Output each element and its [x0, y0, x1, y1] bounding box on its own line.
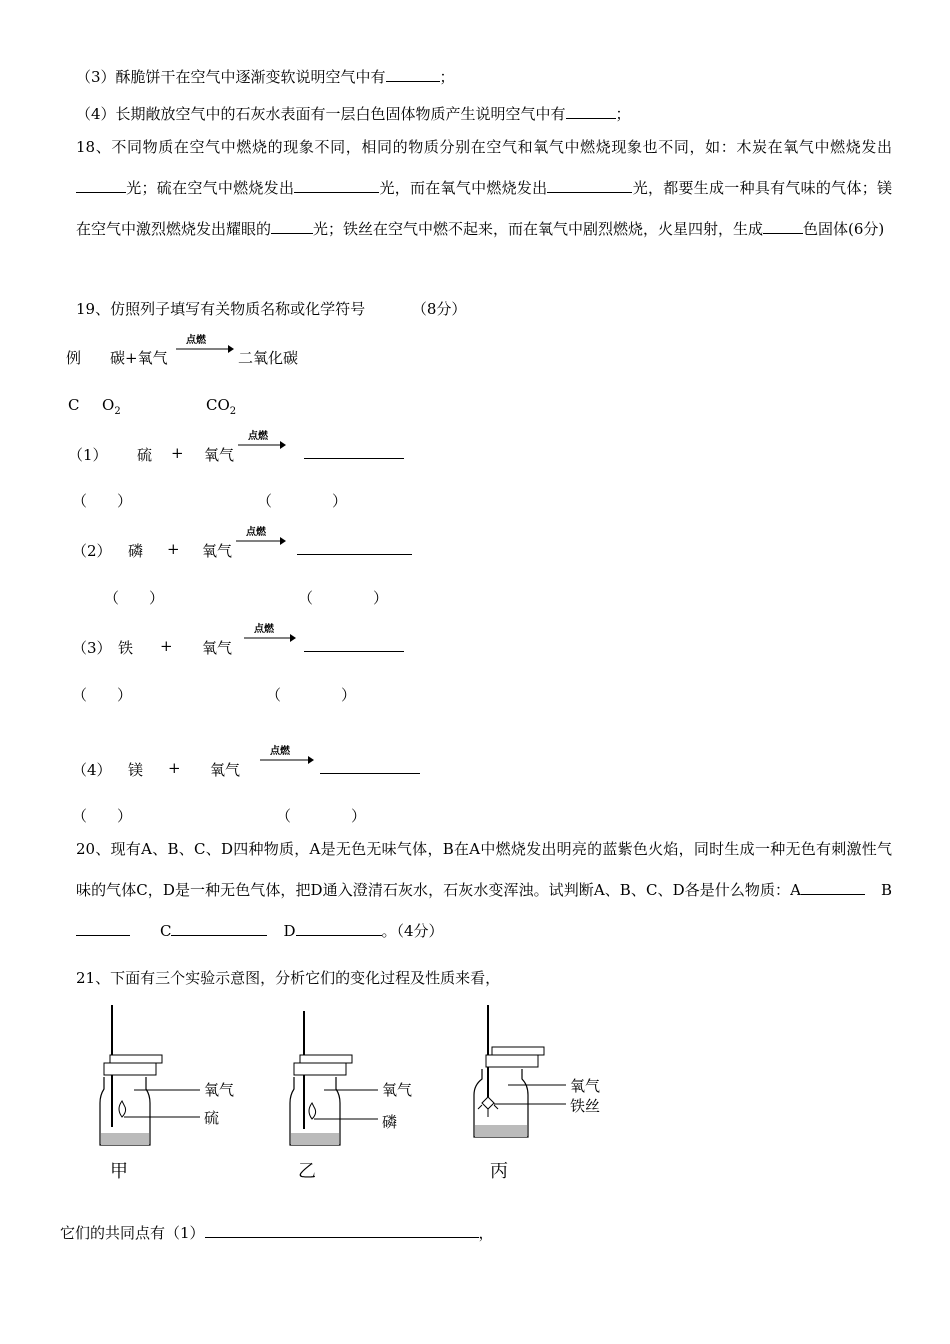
- q20-label-c: C: [160, 922, 172, 940]
- q20-end: 。（4分）: [381, 922, 444, 940]
- item-3-paren-left[interactable]: （ ）: [72, 686, 133, 704]
- item-4-paren-left[interactable]: （ ）: [72, 807, 133, 825]
- symbol-o: O: [102, 396, 115, 414]
- q17-item4: [76, 103, 631, 124]
- q19-score: （8分）: [411, 300, 467, 318]
- answer-blank[interactable]: [205, 1223, 479, 1238]
- arrow-condition: 点燃: [270, 746, 290, 757]
- item-1-oxygen: 氧气: [204, 446, 235, 464]
- product-blank[interactable]: [297, 540, 412, 555]
- item-3-num: （3）: [72, 639, 112, 657]
- q19-title-text: 19、仿照列子填写有关物质名称或化学符号: [76, 300, 366, 318]
- item-4-oxygen: 氧气: [210, 761, 241, 779]
- arrow-condition: 点燃: [246, 527, 266, 538]
- jar-iron-caption: 丙: [490, 1161, 508, 1182]
- q18-text-6: 色固体(6分): [803, 220, 885, 238]
- item-2-num: （2）: [72, 542, 112, 560]
- item-1-plus: +: [171, 444, 184, 462]
- answer-blank-b[interactable]: [76, 921, 130, 936]
- product-blank[interactable]: [320, 759, 420, 774]
- q20-label-d: D: [283, 922, 296, 940]
- symbol-o2: [102, 396, 121, 417]
- arrow-condition: 点燃: [248, 431, 268, 442]
- q20-paragraph: [76, 829, 892, 952]
- example-right: 二氧化碳: [238, 349, 299, 367]
- answer-blank-d[interactable]: [296, 921, 382, 936]
- arrow-condition: 点燃: [186, 335, 206, 346]
- q18-paragraph: [76, 127, 892, 250]
- reaction-arrow: [242, 621, 296, 647]
- jar-iron-gas: 氧气: [570, 1077, 601, 1095]
- item-2-reactant: 磷: [128, 542, 144, 560]
- q20-label-b: B: [880, 881, 892, 899]
- q17-item3: [76, 66, 455, 87]
- answer-blank[interactable]: [566, 104, 616, 119]
- q18-text-2: 光；硫在空气中燃烧发出: [126, 179, 295, 197]
- product-blank[interactable]: [304, 444, 404, 459]
- jar-phosphorus-caption: 乙: [298, 1161, 316, 1182]
- item-3-reactant: 铁: [118, 639, 134, 657]
- q17-item4-text: （4）长期敞放空气中的石灰水表面有一层白色固体物质产生说明空气中有: [76, 105, 566, 123]
- item-2-plus: +: [167, 540, 180, 558]
- symbol-c: C: [68, 396, 80, 414]
- symbol-co: CO: [206, 396, 230, 414]
- q18-text-5: 光；铁丝在空气中燃不起来，而在氧气中剧烈燃烧，火星四射，生成: [313, 220, 764, 238]
- reaction-arrow: [236, 428, 286, 454]
- q21-common: [60, 1222, 494, 1243]
- answer-blank[interactable]: [763, 219, 803, 234]
- answer-blank-a[interactable]: [801, 880, 865, 895]
- q20-text: 20、现有A、B、C、D四种物质，A是无色无味气体，B在A中燃烧发出明亮的蓝紫色火焰，同时生成一种无色有刺激性气味的气体C，D是一种无色气体，把D通入澄清石灰水，石灰水变浑浊。试判断A、B、C、D各是什么物质：A: [76, 840, 892, 899]
- example-label: 例: [66, 349, 82, 367]
- symbol-co-sub: 2: [229, 406, 237, 417]
- reaction-arrow: [258, 743, 314, 769]
- answer-blank[interactable]: [271, 219, 313, 234]
- reaction-arrow: [234, 524, 286, 550]
- jar-phosphorus-substance: 磷: [382, 1113, 398, 1131]
- item-3-oxygen: 氧气: [202, 639, 233, 657]
- symbol-o-sub: 2: [114, 406, 121, 417]
- q21-common-text: 它们的共同点有（1）: [60, 1224, 205, 1242]
- symbol-co2: [206, 396, 236, 417]
- q19-title: [76, 298, 466, 319]
- item-1-paren-right[interactable]: （ ）: [257, 492, 348, 510]
- q17-item3-end: ；: [439, 68, 455, 86]
- answer-blank-c[interactable]: [171, 921, 267, 936]
- item-4-reactant: 镁: [128, 761, 144, 779]
- item-4-num: （4）: [72, 761, 112, 779]
- item-3-paren-right[interactable]: （ ）: [266, 686, 357, 704]
- jar-phosphorus-gas: 氧气: [382, 1081, 413, 1099]
- q18-text-4: 光，都要生成一种具有气味的气体；镁在空气中激烈燃烧发出耀眼的: [76, 179, 892, 238]
- item-1-reactant: 硫: [137, 446, 153, 464]
- item-2-oxygen: 氧气: [202, 542, 233, 560]
- jar-iron: [474, 1005, 600, 1182]
- q18-text-3: 光，而在氧气中燃烧发出: [379, 179, 548, 197]
- example-left: 碳+氧气: [110, 349, 168, 367]
- item-3-plus: +: [160, 637, 173, 655]
- answer-blank[interactable]: [294, 178, 379, 193]
- jar-sulfur-caption: 甲: [110, 1161, 128, 1182]
- jar-phosphorus: [290, 1011, 412, 1182]
- jar-sulfur-substance: 硫: [204, 1109, 220, 1127]
- q17-item4-end: ；: [615, 105, 631, 123]
- jar-sulfur: [100, 1005, 234, 1182]
- jar-sulfur-gas: 氧气: [204, 1081, 235, 1099]
- answer-blank[interactable]: [547, 178, 632, 193]
- item-4-plus: +: [168, 759, 181, 777]
- item-1-paren-left[interactable]: （ ）: [72, 492, 133, 510]
- product-blank[interactable]: [304, 637, 404, 652]
- q21-common-end: ，: [478, 1224, 494, 1242]
- item-2-paren-right[interactable]: （ ）: [298, 589, 389, 607]
- item-1-num: （1）: [68, 446, 108, 464]
- q18-text-1: 18、不同物质在空气中燃烧的现象不同，相同的物质分别在空气和氧气中燃烧现象也不同，如：木炭在氧气中燃烧发出: [76, 138, 892, 156]
- q17-item3-text: （3）酥脆饼干在空气中逐渐变软说明空气中有: [76, 68, 386, 86]
- item-2-paren-left[interactable]: （ ）: [104, 589, 165, 607]
- reaction-arrow: [174, 332, 234, 358]
- arrow-condition: 点燃: [254, 624, 274, 635]
- experiment-diagrams: [90, 1005, 630, 1190]
- jar-iron-substance: 铁丝: [570, 1097, 601, 1115]
- item-4-paren-right[interactable]: （ ）: [276, 807, 367, 825]
- answer-blank[interactable]: [386, 67, 440, 82]
- answer-blank[interactable]: [76, 178, 126, 193]
- q21-title: 21、下面有三个实验示意图，分析它们的变化过程及性质来看，: [76, 969, 501, 987]
